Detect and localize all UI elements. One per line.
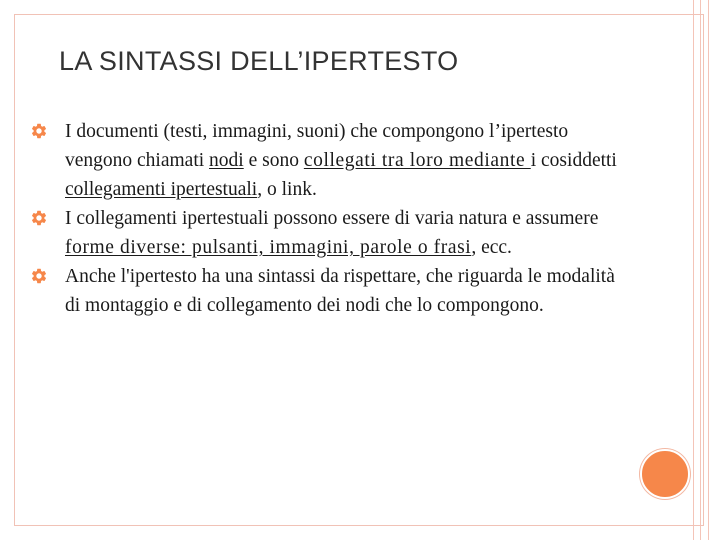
text-run: i cosiddetti bbox=[530, 150, 617, 171]
text-run: , ecc. bbox=[471, 237, 512, 258]
text-run: , o link. bbox=[257, 179, 317, 200]
decorative-line bbox=[708, 0, 709, 540]
keyword-collegati: collegati tra loro mediante bbox=[303, 150, 531, 171]
gear-icon bbox=[30, 267, 48, 285]
text-run: e sono bbox=[243, 150, 304, 171]
text-run: I collegamenti ipertestuali possono essere di varia natura e assumere bbox=[65, 208, 599, 229]
slide-title: LA SINTASSI DELL’IPERTESTO bbox=[59, 46, 459, 76]
bullet-list bbox=[30, 117, 630, 320]
keyword-nodi: nodi bbox=[209, 150, 244, 171]
bullet-item bbox=[30, 204, 630, 262]
bullet-item bbox=[30, 117, 630, 204]
bullet-text bbox=[65, 208, 598, 258]
keyword-forme-diverse: forme diverse: pulsanti, immagini, parole o frasi bbox=[65, 237, 472, 258]
gear-icon bbox=[30, 122, 48, 140]
bullet-text bbox=[65, 121, 617, 200]
bullet-item bbox=[30, 262, 630, 320]
gear-icon bbox=[30, 209, 48, 227]
decorative-circle bbox=[640, 449, 690, 499]
keyword-collegamenti: collegamenti ipertestuali bbox=[65, 179, 258, 200]
text-run: I documenti (testi, immagini, suoni) che compongono l’ipertesto vengono chiamati bbox=[65, 121, 569, 171]
bullet-text: Anche l'ipertesto ha una sintassi da rispettare, che riguarda le modalità di montaggio e di collegamento dei nodi che lo compongono. bbox=[65, 266, 615, 316]
